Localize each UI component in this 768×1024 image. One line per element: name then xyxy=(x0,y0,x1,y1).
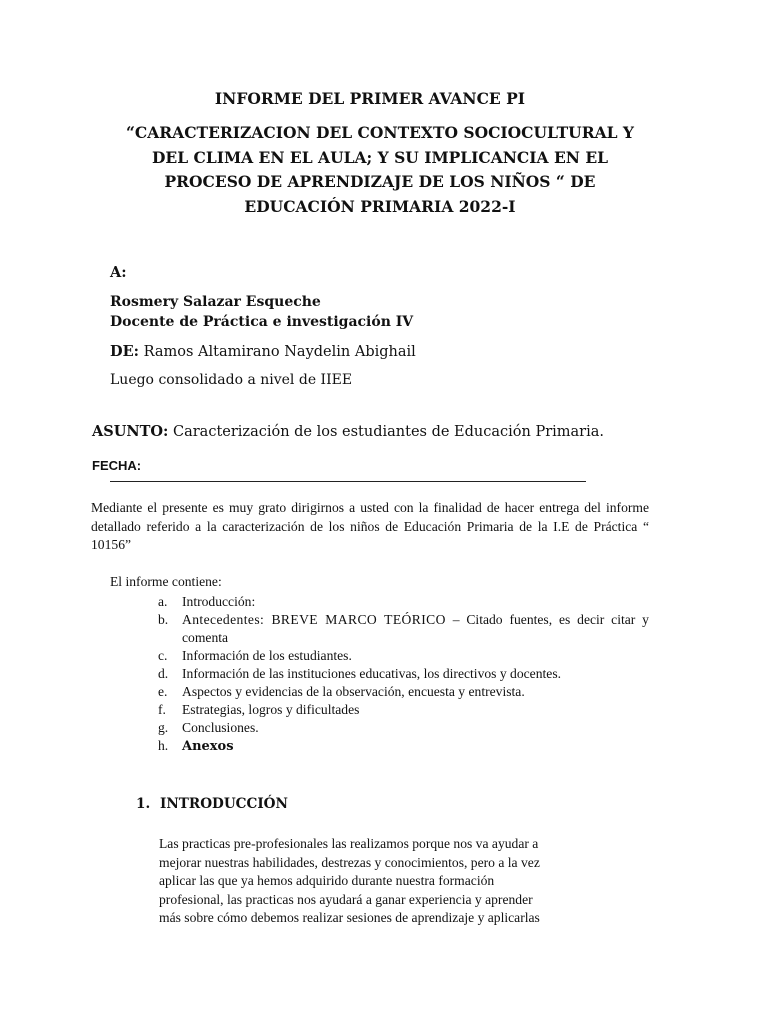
contents-label: El informe contiene: xyxy=(110,574,222,589)
recipient-name: Rosmery Salazar Esqueche xyxy=(110,294,321,310)
document-subtitle xyxy=(100,121,660,219)
section-body xyxy=(159,835,649,928)
list-marker: e. xyxy=(158,684,168,699)
section-heading xyxy=(136,796,288,812)
document-title: INFORME DEL PRIMER AVANCE PI xyxy=(214,89,526,108)
list-item-text: Introducción: xyxy=(182,594,256,609)
list-item-text: – Citado fuentes, es decir citar y comenta xyxy=(182,612,649,645)
body-line: mejorar nuestras habilidades, destrezas y conocimientos, pero a la vez xyxy=(159,854,540,870)
list-marker: d. xyxy=(158,666,169,681)
list-item-text: Estrategias, logros y dificultades xyxy=(182,702,360,717)
body-line: aplicar las que ya hemos adquirido durante nuestra formación xyxy=(159,873,495,889)
date-underline xyxy=(110,481,586,482)
list-marker: g. xyxy=(158,720,169,735)
list-item-text: Antecedentes: BREVE MARCO TEÓRICO xyxy=(182,612,446,627)
list-item xyxy=(155,647,649,665)
contents-list xyxy=(155,593,649,756)
list-item xyxy=(155,665,649,683)
list-marker: b. xyxy=(158,612,169,627)
subject-label: ASUNTO: xyxy=(92,423,169,440)
section-title: INTRODUCCIÓN xyxy=(160,796,288,812)
consolidated-note: Luego consolidado a nivel de IIEE xyxy=(110,372,353,388)
subtitle-line: “CARACTERIZACION DEL CONTEXTO SOCIOCULTURAL Y xyxy=(126,123,634,142)
list-item-text: Conclusiones. xyxy=(182,720,259,735)
subtitle-line: DEL CLIMA EN EL AULA; Y SU IMPLICANCIA EN EL xyxy=(151,147,609,167)
section-number: 1. xyxy=(136,796,151,812)
intro-paragraph: Mediante el presente es muy grato dirigirnos a usted con la finalidad de hacer entrega del informe detallado referido a la caracterización de los niños de Educación Primaria de la I.E de Práctica “ 10156” xyxy=(91,500,649,552)
date-label: FECHA: xyxy=(92,458,142,473)
list-item-text: Anexos xyxy=(182,739,234,754)
list-item xyxy=(155,611,649,647)
subject-line xyxy=(92,423,604,440)
list-marker: a. xyxy=(158,594,168,609)
from-line xyxy=(110,343,416,360)
list-item xyxy=(155,593,649,611)
list-marker: f. xyxy=(158,702,166,717)
list-item xyxy=(155,737,649,756)
list-item xyxy=(155,701,649,719)
body-line: más sobre cómo debemos realizar sesiones de aprendizaje y aplicarlas xyxy=(159,910,540,926)
list-item-text: Aspectos y evidencias de la observación, encuesta y entrevista. xyxy=(182,684,525,699)
from-name: Ramos Altamirano Naydelin Abighail xyxy=(143,344,416,360)
list-marker: c. xyxy=(158,648,168,663)
list-item xyxy=(155,683,649,701)
list-item xyxy=(155,719,649,737)
subtitle-line: EDUCACIÓN PRIMARIA 2022-I xyxy=(244,196,516,216)
recipient-role: Docente de Práctica e investigación IV xyxy=(110,314,414,330)
subject-text: Caracterización de los estudiantes de Educación Primaria. xyxy=(173,424,605,440)
body-line: Las practicas pre-profesionales las realizamos porque nos va ayudar a xyxy=(159,836,539,851)
list-item-text: Información de los estudiantes. xyxy=(182,648,352,663)
list-item-text: Información de las instituciones educativas, los directivos y docentes. xyxy=(182,666,562,681)
from-label: DE: xyxy=(110,343,139,360)
list-marker: h. xyxy=(158,738,169,753)
to-label: A: xyxy=(110,264,127,281)
body-line: profesional, las practicas nos ayudará a ganar experiencia y aprender xyxy=(159,891,533,907)
subtitle-line: PROCESO DE APRENDIZAJE DE LOS NIÑOS “ DE xyxy=(164,172,596,191)
